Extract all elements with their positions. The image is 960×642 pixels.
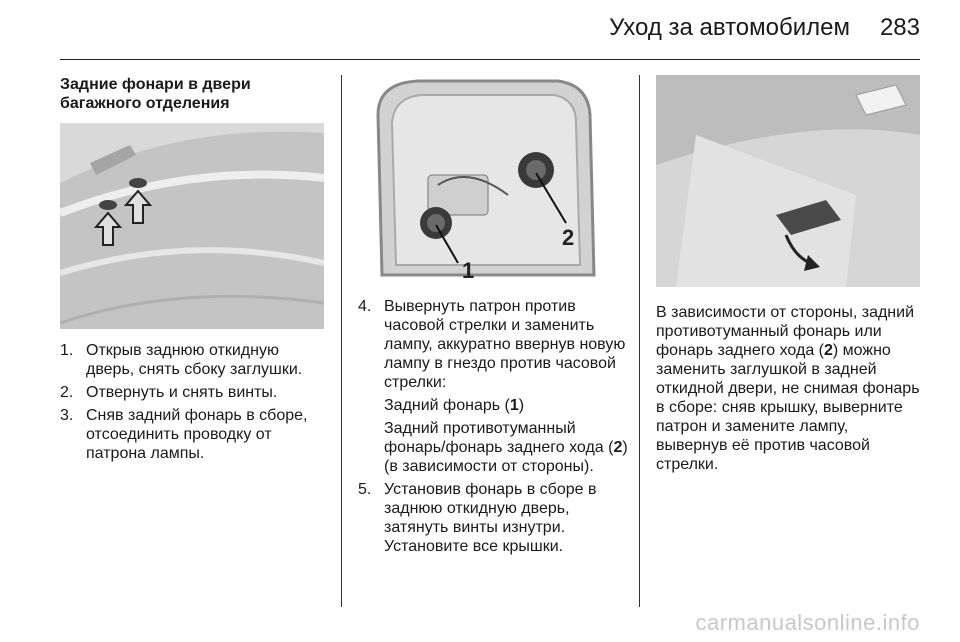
- list-item: 4. Вывернуть патрон против часовой стрелки и заменить лампу, аккуратно ввернув новую лампу в гнездо против часовой стрелки: Задний фонарь (1) Задний противотуманный фонарь/фонарь заднего хода (2) (в зависимости от стороны).: [358, 297, 630, 476]
- page-number: 283: [879, 14, 920, 41]
- column-2: [358, 75, 630, 560]
- column-divider-2: [639, 75, 640, 607]
- list-item: 2. Отвернуть и снять винты.: [60, 384, 278, 401]
- column-divider-1: [341, 75, 342, 607]
- tailgate-illustration: [60, 123, 324, 329]
- list-item: 1. Открыв заднюю откидную дверь, снять сбоку заглушки.: [60, 342, 303, 378]
- list-item: 3. Сняв задний фонарь в сборе, отсоединить проводку от патрона лампы.: [60, 407, 308, 462]
- section-heading: Задние фонари в двери багажного отделения: [60, 76, 251, 112]
- rear-light-cover-illustration: [656, 75, 920, 287]
- sub-item-2: Задний противотуманный фонарь/фонарь заднего хода (2) (в зависимости от стороны).: [384, 420, 628, 475]
- header-title: Уход за автомобилем: [609, 14, 850, 41]
- info-paragraph: В зависимости от стороны, задний противотуманный фонарь или фонарь заднего хода (2) можно заменить заглушкой в задней откидной двери, не снимая фонарь в сборе: сняв крышку, выверните патрон и замените лампу, вывернув её против часовой стрелки.: [656, 304, 920, 473]
- list-item: 5. Установив фонарь в сборе в заднюю откидную дверь, затянуть винты изнутри. Установите все крышки.: [358, 481, 597, 555]
- column-3: [656, 75, 922, 474]
- watermark: carmanualsonline.info: [695, 610, 920, 635]
- callout-2: 2: [562, 225, 575, 250]
- header-rule: [60, 59, 920, 60]
- column-1: [60, 75, 328, 467]
- steps-list-1: [60, 341, 328, 463]
- sub-item-1: Задний фонарь (1): [384, 397, 525, 414]
- steps-list-2: [358, 297, 630, 556]
- lamp-housing-illustration: [358, 75, 622, 285]
- callout-1: 1: [462, 258, 475, 283]
